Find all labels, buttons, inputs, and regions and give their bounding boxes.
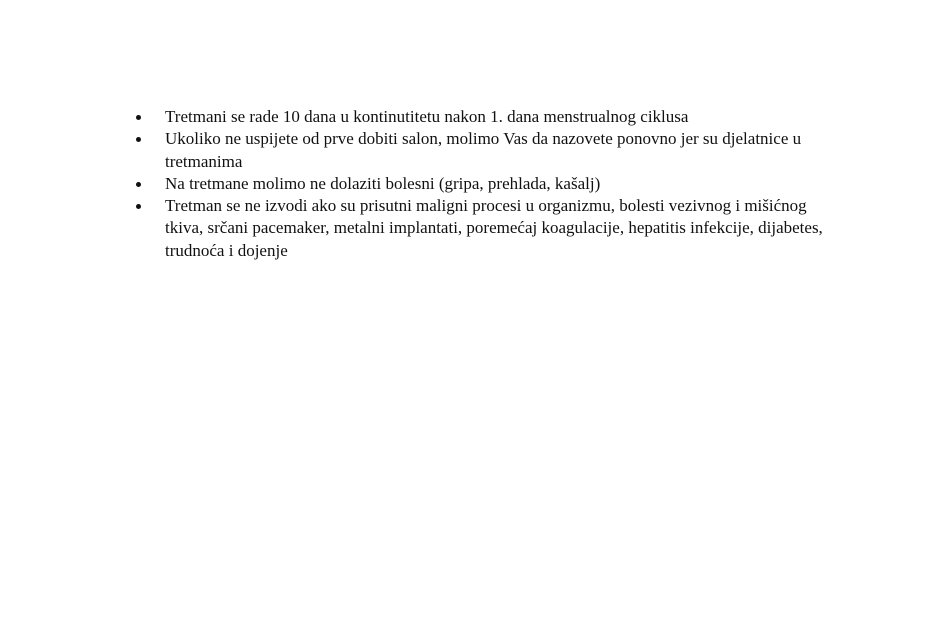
bullet-icon	[136, 115, 141, 120]
list-item-text: Tretman se ne izvodi ako su prisutni maligni procesi u organizmu, bolesti vezivnog i mišićnog tkiva, srčani pacemaker, metalni implantati, poremećaj koagulacije, hepatitis infekcije, dijabetes, trudnoća i dojenje	[165, 196, 823, 260]
bullet-icon	[136, 204, 141, 209]
bullet-icon	[136, 137, 141, 142]
list-item	[133, 173, 833, 195]
list-item-text: Tretmani se rade 10 dana u kontinutitetu nakon 1. dana menstrualnog ciklusa	[165, 107, 689, 126]
list-item	[133, 195, 833, 262]
list-item	[133, 106, 833, 128]
bullet-icon	[136, 182, 141, 187]
list-item	[133, 128, 833, 173]
list-item-text: Ukoliko ne uspijete od prve dobiti salon, molimo Vas da nazovete ponovno jer su djelatnice u tretmanima	[165, 129, 802, 171]
list-item-text: Na tretmane molimo ne dolaziti bolesni (gripa, prehlada, kašalj)	[165, 173, 601, 193]
bullet-list	[133, 106, 833, 262]
